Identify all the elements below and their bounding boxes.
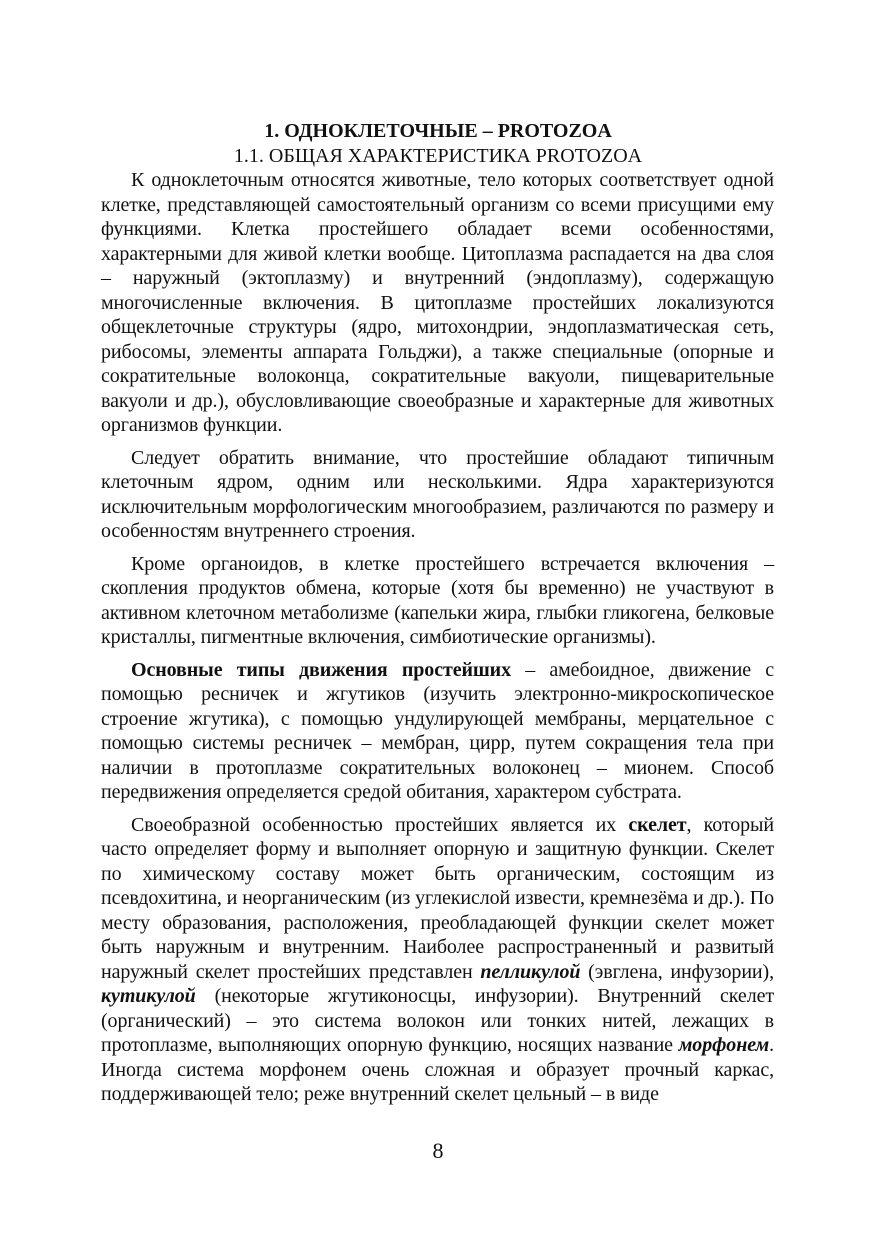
paragraph-skeleton bbox=[101, 813, 774, 1107]
skeleton-text-e: (эвглена, инфузории), bbox=[580, 960, 774, 983]
cuticle-term: кутикулой bbox=[101, 985, 196, 1007]
skeleton-text-a: Своеобразной особенностью простейших является их bbox=[131, 813, 629, 836]
paragraph-nucleus: Следует обратить внимание, что простейшие обладают типичным клеточным ядром, одним или несколькими. Ядра характеризуются исключительным морфологическим многообразием, различаются по размеру и особенностям внутреннего строения. bbox=[101, 446, 774, 542]
pellicle-term: пелликулой bbox=[480, 960, 581, 983]
movement-text: – амебоидное, движение с помощью ресничек и жгутиков (изучить электронно-микроскопическое строение жгутика), с помощью ундулирующей мембраны, мерцательное с помощью системы ресничек – мембран, цирр, путем сокращения тела при наличии в протоплазме сократительных волоконец – мионем. Способ передвижения определяется средой обитания, характером субстрата. bbox=[101, 658, 774, 803]
paragraph-general: К одноклеточным относятся животные, тело которых соответствует одной клетке, представляющей самостоятельный организм со всеми присущими ему функциями. Клетка простейшего обладает всеми особенностями, характерными для живой клетки вообще. Цитоплазма распадается на два слоя – наружный (эктоплазму) и внутренний (эндоплазму), содержащую многочисленные включения. В цитоплазме простейших локализуются общеклеточные структуры (ядро, митохондрии, эндоплазматическая сеть, рибосомы, элементы аппарата Гольджи), а также специальные (опорные и сократительные волоконца, сократительные вакуоли, пищеварительные вакуоли и др.), обусловливающие своеобразные и характерные для животных организмов функции. bbox=[101, 169, 774, 436]
skeleton-term: скелет bbox=[628, 813, 687, 836]
section-title: 1.1. ОБЩАЯ ХАРАКТЕРИСТИКА PROTOZOA bbox=[233, 145, 643, 167]
skeleton-text-g: (некоторые жгутиконосцы, инфузории). Внутренний скелет (органический) – это система волокон или тонких нитей, лежащих в протоплазме, выполняющих опорную функцию, носящих название bbox=[101, 985, 774, 1056]
skeleton-text-c: , который часто определяет форму и выполняет опорную и защитную функции. Скелет по химическому составу может быть органическим, состоящим из псевдохитина, и неорганическим (из углекислой извести, кремнезёма и др.). По месту образования, расположения, преобладающей функции скелет может быть наружным и внутренним. Наиболее распространенный и развитый наружный скелет простейших представлен bbox=[101, 813, 774, 983]
skeleton-text-i: . Иногда система морфонем очень сложная и образует прочный каркас, поддерживающей тело; реже внутренний скелет цельный – в виде bbox=[101, 1034, 774, 1105]
paragraph-movement bbox=[101, 658, 774, 805]
page-number: 8 bbox=[432, 1138, 444, 1163]
morphoneme-term: морфонем bbox=[678, 1034, 770, 1056]
paragraph-inclusions: Кроме органоидов, в клетке простейшего встречается включения – скопления продуктов обмена, которые (хотя бы временно) не участвуют в активном клеточном метаболизме (капельки жира, глыбки гликогена, белковые кристаллы, пигментные включения, симбиотические организмы). bbox=[101, 552, 774, 648]
body-text bbox=[101, 168, 774, 1115]
chapter-title: 1. ОДНОКЛЕТОЧНЫЕ – PROTOZOA bbox=[264, 120, 612, 142]
movement-term: Основные типы движения простейших bbox=[131, 658, 511, 681]
